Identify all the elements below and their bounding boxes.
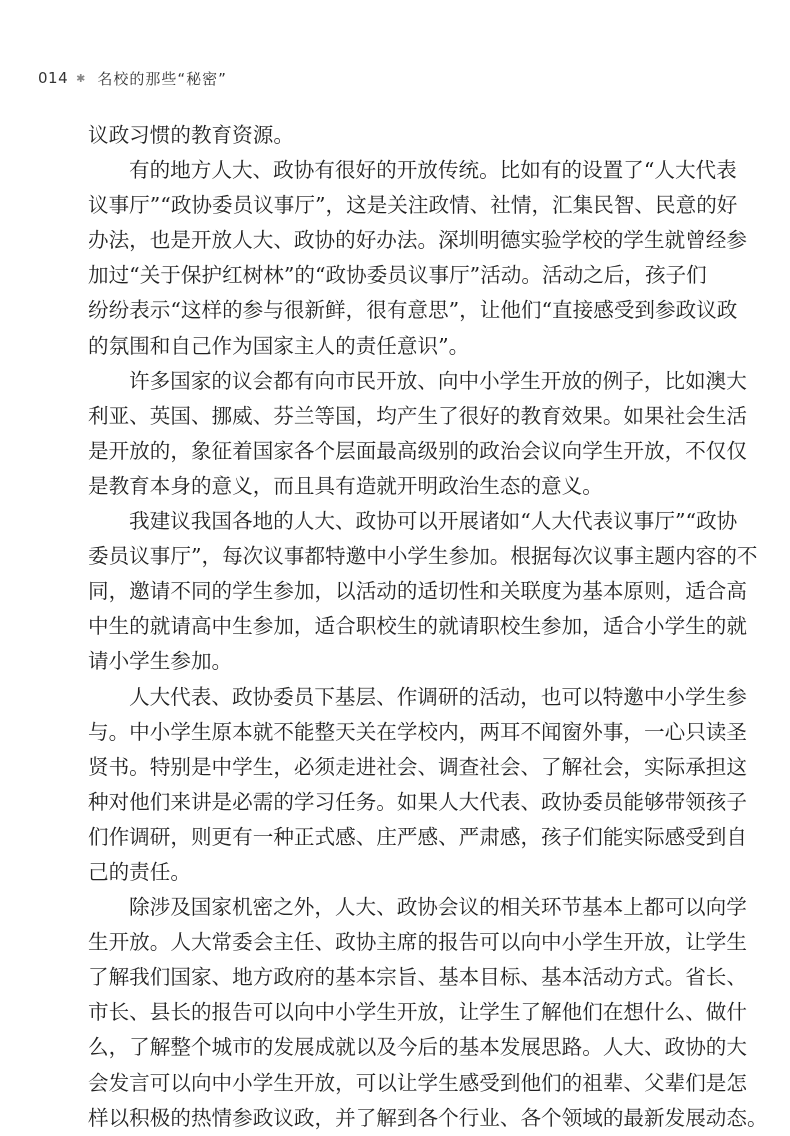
text-line: 纷纷表示“这样的参与很新鲜，很有意思”，让他们“直接感受到参政议政: [88, 298, 738, 323]
running-header: [38, 67, 227, 89]
text-line: 人大代表、政协委员下基层、作调研的活动，也可以特邀中小学生参: [129, 684, 747, 709]
text-line: 我建议我国各地的人大、政协可以开展诸如“人大代表议事厅”“政协: [129, 509, 738, 534]
text-line: 己的责任。: [88, 859, 191, 884]
text-line: 么，了解整个城市的发展成就以及今后的基本发展思路。人大、政协的大: [88, 1035, 747, 1060]
text-line: 办法，也是开放人大、政协的好办法。深圳明德实验学校的学生就曾经参: [88, 228, 747, 253]
text-line: 会发言可以向中小学生开放，可以让学生感受到他们的祖辈、父辈们是怎: [88, 1070, 747, 1095]
text-line: 议政习惯的教育资源。: [88, 123, 294, 147]
text-line: 的氛围和自己作为国家主人的责任意识”。: [88, 333, 470, 358]
text-line: 了解我们国家、地方政府的基本宗旨、基本目标、基本活动方式。省长、: [88, 965, 747, 990]
text-line: 加过“关于保护红树林”的“政协委员议事厅”活动。活动之后，孩子们: [88, 263, 707, 288]
paragraph: [88, 680, 747, 891]
text-line: 利亚、英国、挪威、芬兰等国，均产生了很好的教育效果。如果社会生活: [88, 403, 747, 428]
paragraph: [88, 364, 747, 504]
paragraph: [88, 153, 747, 364]
paragraph: [88, 504, 758, 679]
text-line: 请小学生参加。: [88, 649, 233, 674]
asterisk-ornament-icon: ✱: [76, 71, 86, 85]
text-line: 市长、县长的报告可以向中小学生开放，让学生了解他们在想什么、做什: [88, 1000, 747, 1025]
text-line: 中生的就请高中生参加，适合职校生的就请职校生参加，适合小学生的就: [88, 614, 747, 639]
text-line: 同，邀请不同的学生参加，以活动的适切性和关联度为基本原则，适合高: [88, 579, 747, 604]
paragraph: [88, 890, 768, 1136]
text-line: 除涉及国家机密之外，人大、政协会议的相关环节基本上都可以向学: [129, 895, 747, 920]
text-line: 是开放的，象征着国家各个层面最高级别的政治会议向学生开放，不仅仅: [88, 438, 747, 463]
text-line: 种对他们来讲是必需的学习任务。如果人大代表、政协委员能够带领孩子: [88, 789, 747, 814]
text-line: 许多国家的议会都有向市民开放、向中小学生开放的例子，比如澳大: [129, 368, 747, 393]
text-line: 议事厅”“政协委员议事厅”，这是关注政情、社情，汇集民智、民意的好: [88, 193, 738, 218]
page-number: 014: [38, 69, 69, 87]
text-line: 样以积极的热情参政议政，并了解到各个行业、各个领域的最新发展动态。: [88, 1105, 768, 1130]
text-line: 与。中小学生原本就不能整天关在学校内，两耳不闻窗外事，一心只读圣: [88, 719, 747, 744]
body-text: [88, 118, 768, 1136]
text-line: 们作调研，则更有一种正式感、庄严感、严肃感，孩子们能实际感受到自: [88, 824, 747, 849]
text-line: 是教育本身的意义，而且具有造就开明政治生态的意义。: [88, 473, 603, 498]
paragraph: [88, 118, 690, 153]
text-line: 委员议事厅”，每次议事都特邀中小学生参加。根据每次议事主题内容的不: [88, 544, 758, 569]
book-title: 名校的那些“秘密”: [97, 69, 227, 88]
text-line: 生开放。人大常委会主任、政协主席的报告可以向中小学生开放，让学生: [88, 930, 747, 955]
text-line: 有的地方人大、政协有很好的开放传统。比如有的设置了“人大代表: [129, 158, 737, 183]
text-line: 贤书。特别是中学生，必须走进社会、调查社会、了解社会，实际承担这: [88, 754, 747, 779]
